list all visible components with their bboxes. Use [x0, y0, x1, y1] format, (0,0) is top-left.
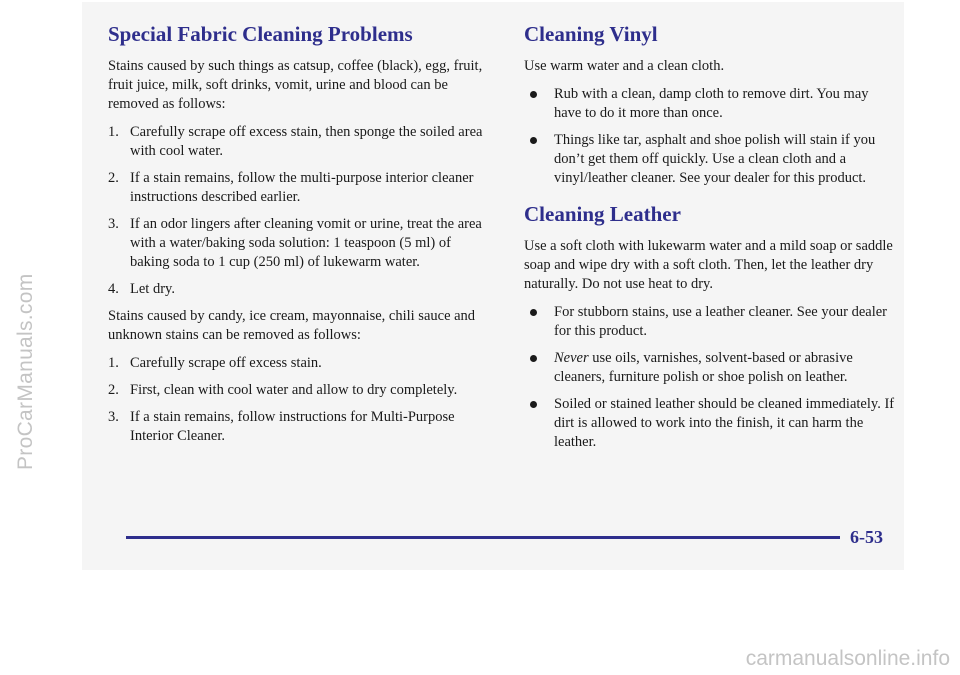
side-watermark: ProCarManuals.com	[14, 273, 37, 470]
step-text: If a stain remains, follow instructions for Multi-Purpose Interior Cleaner.	[130, 409, 455, 445]
vinyl-bullets	[524, 85, 896, 188]
bullet-icon	[530, 401, 537, 408]
list-item	[108, 408, 488, 446]
bullet-icon	[530, 137, 537, 144]
bullet-text: use oils, varnishes, solvent-based or abrasive cleaners, furniture polish or shoe polish on leather.	[554, 350, 853, 386]
step-number: 1.	[108, 124, 119, 141]
step-text: First, clean with cool water and allow to dry completely.	[130, 382, 458, 399]
leather-intro: Use a soft cloth with lukewarm water and a mild soap or saddle soap and wipe dry with a soft cloth. Then, let the leather dry naturally. Do not use heat to dry.	[524, 238, 893, 293]
step-number: 1.	[108, 355, 119, 372]
stain-intro-1: Stains caused by such things as catsup, coffee (black), egg, fruit, fruit juice, milk, soft drinks, vomit, urine and blood can be removed as follows:	[108, 58, 483, 113]
cleaning-vinyl-heading: Cleaning Vinyl	[524, 22, 658, 46]
step-number: 3.	[108, 216, 119, 233]
step-number: 3.	[108, 409, 119, 426]
leather-bullets	[524, 303, 896, 452]
step-text: Carefully scrape off excess stain, then sponge the soiled area with cool water.	[130, 124, 483, 160]
list-item	[524, 85, 896, 123]
right-column	[524, 22, 896, 464]
stain-intro-2: Stains caused by candy, ice cream, mayonnaise, chili sauce and unknown stains can be removed as follows:	[108, 308, 476, 344]
list-item	[524, 303, 896, 341]
bullet-icon	[530, 309, 537, 316]
bullet-text: Soiled or stained leather should be cleaned immediately. If dirt is allowed to work into the finish, it can harm the leather.	[554, 396, 895, 451]
cleaning-leather-heading: Cleaning Leather	[524, 202, 681, 227]
step-text: If an odor lingers after cleaning vomit or urine, treat the area with a water/baking soda solution: 1 teaspoon (5 ml) of baking soda to 1 cup (250 ml) of lukewarm water.	[130, 216, 482, 271]
footer-rule	[126, 536, 840, 539]
list-item	[524, 395, 896, 452]
list-item	[108, 169, 488, 207]
step-number: 2.	[108, 170, 119, 187]
step-text: Carefully scrape off excess stain.	[130, 355, 322, 372]
list-item	[524, 349, 896, 387]
step-text: Let dry.	[130, 281, 175, 298]
bullet-icon	[530, 355, 537, 362]
special-fabric-heading: Special Fabric Cleaning Problems	[108, 22, 413, 46]
list-item	[524, 131, 896, 188]
list-item	[108, 354, 488, 373]
bottom-watermark: carmanualsonline.info	[745, 647, 950, 670]
left-column	[108, 22, 488, 454]
bullet-text: Things like tar, asphalt and shoe polish will stain if you don’t get them off quickly. Use a clean cloth and a vinyl/leather cleaner. See your dealer for this product.	[554, 132, 876, 187]
page-number: 6-53	[850, 527, 883, 547]
never-emphasis: Never	[554, 350, 589, 367]
step-number: 2.	[108, 382, 119, 399]
bullet-icon	[530, 91, 537, 98]
vinyl-intro: Use warm water and a clean cloth.	[524, 58, 725, 75]
bullet-text: For stubborn stains, use a leather cleaner. See your dealer for this product.	[554, 304, 887, 340]
list-item	[108, 280, 488, 299]
steps-list-1	[108, 123, 488, 299]
list-item	[108, 123, 488, 161]
steps-list-2	[108, 354, 488, 446]
list-item	[108, 381, 488, 400]
list-item	[108, 215, 488, 272]
step-text: If a stain remains, follow the multi-purpose interior cleaner instructions described earlier.	[130, 170, 474, 206]
bullet-text: Rub with a clean, damp cloth to remove dirt. You may have to do it more than once.	[554, 86, 869, 122]
step-number: 4.	[108, 281, 119, 298]
